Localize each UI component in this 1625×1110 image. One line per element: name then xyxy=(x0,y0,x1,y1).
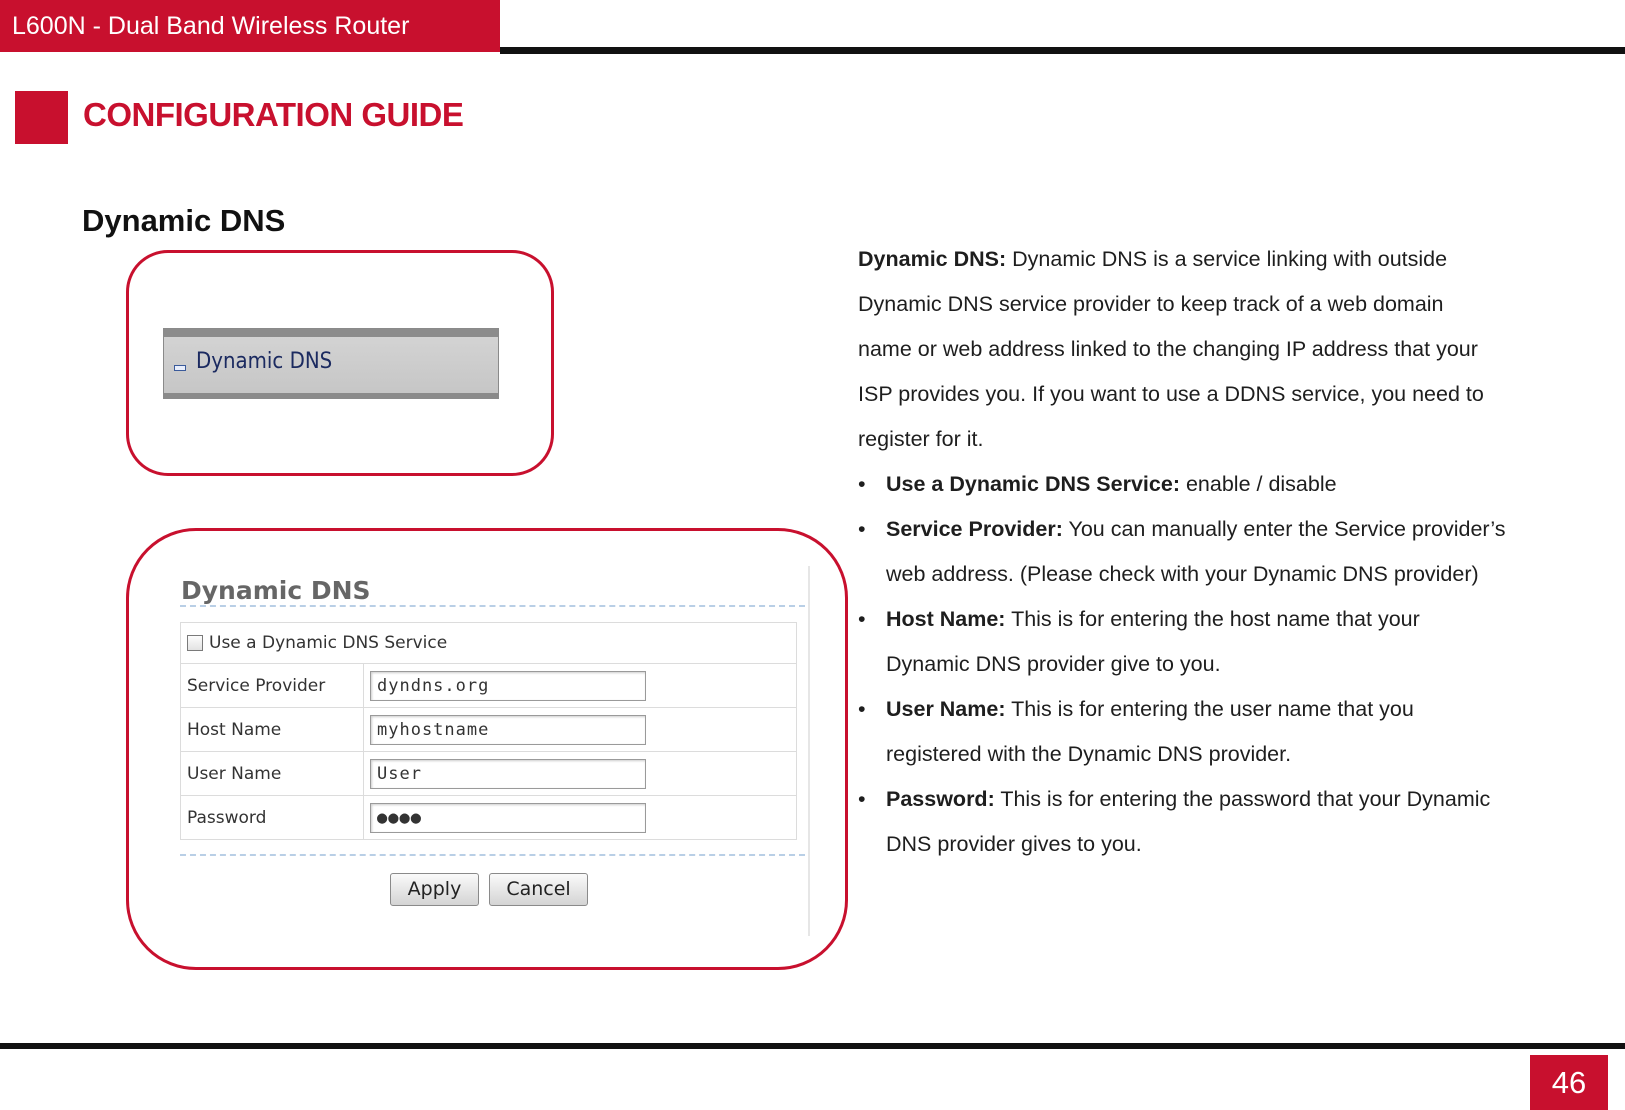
section-title: Dynamic DNS xyxy=(82,203,286,238)
cancel-button[interactable]: Cancel xyxy=(489,873,588,906)
menu-item-label: Dynamic DNS xyxy=(196,349,333,374)
guide-title: CONFIGURATION GUIDE xyxy=(83,96,464,133)
list-item xyxy=(858,597,1558,687)
bullet-icon: • xyxy=(858,472,866,496)
description-column xyxy=(858,237,1558,867)
intro-label: Dynamic DNS: xyxy=(858,247,1007,271)
bullet-icon: • xyxy=(858,697,866,721)
bullet-icon: • xyxy=(858,607,866,631)
item-text: This is for entering the password that your Dynamic xyxy=(1000,787,1491,811)
document-header-title: L600N - Dual Band Wireless Router xyxy=(0,0,500,52)
list-item xyxy=(858,462,1558,507)
item-label: Host Name: xyxy=(886,607,1006,631)
user-name-label: User Name xyxy=(181,752,364,796)
use-ddns-checkbox-row[interactable] xyxy=(187,633,790,653)
host-name-label: Host Name xyxy=(181,708,364,752)
form-row-host-name xyxy=(181,708,797,752)
bullet-icon: • xyxy=(858,787,866,811)
use-ddns-checkbox[interactable] xyxy=(187,635,203,651)
guide-marker-square xyxy=(15,91,68,144)
page-number: 46 xyxy=(1530,1055,1608,1110)
form-title: Dynamic DNS xyxy=(181,576,371,605)
item-text: web address. (Please check with your Dynamic DNS provider) xyxy=(886,562,1479,586)
item-label: Use a Dynamic DNS Service: xyxy=(886,472,1180,496)
form-row-service-provider xyxy=(181,664,797,708)
apply-button[interactable]: Apply xyxy=(390,873,479,906)
intro-line: Dynamic DNS service provider to keep track of a web domain xyxy=(858,292,1444,316)
item-label: Service Provider: xyxy=(886,517,1063,541)
item-text: You can manually enter the Service provider’s xyxy=(1068,517,1506,541)
form-row-password xyxy=(181,796,797,840)
bullet-icon: • xyxy=(858,517,866,541)
item-text: registered with the Dynamic DNS provider. xyxy=(886,742,1292,766)
item-text: enable / disable xyxy=(1185,472,1337,496)
use-ddns-checkbox-label: Use a Dynamic DNS Service xyxy=(209,633,448,653)
item-label: Password: xyxy=(886,787,995,811)
list-item xyxy=(858,777,1558,867)
list-item xyxy=(858,687,1558,777)
item-text: This is for entering the host name that your xyxy=(1011,607,1420,631)
user-name-input[interactable]: User xyxy=(370,759,646,789)
minus-icon xyxy=(174,365,186,371)
panel-scroll-edge xyxy=(808,566,810,936)
footer-divider xyxy=(0,1043,1625,1049)
form-row-user-name xyxy=(181,752,797,796)
menu-item-dynamic-dns[interactable] xyxy=(163,328,499,399)
item-text: DNS provider gives to you. xyxy=(886,832,1142,856)
service-provider-input[interactable]: dyndns.org xyxy=(370,671,646,701)
dynamic-dns-form-table xyxy=(180,622,797,840)
password-label: Password xyxy=(181,796,364,840)
form-divider-top xyxy=(180,605,805,607)
intro-line: name or web address linked to the changing IP address that your xyxy=(858,337,1478,361)
header-divider xyxy=(500,47,1625,54)
service-provider-label: Service Provider xyxy=(181,664,364,708)
item-label: User Name: xyxy=(886,697,1006,721)
intro-line: register for it. xyxy=(858,427,984,451)
dynamic-dns-form-panel xyxy=(178,566,810,936)
list-item xyxy=(858,507,1558,597)
item-text: Dynamic DNS provider give to you. xyxy=(886,652,1221,676)
intro-line: Dynamic DNS is a service linking with outside xyxy=(1012,247,1448,271)
form-divider-bottom xyxy=(180,854,805,856)
item-text: This is for entering the user name that you xyxy=(1011,697,1414,721)
host-name-input[interactable]: myhostname xyxy=(370,715,646,745)
field-description-list xyxy=(858,462,1558,867)
intro-line: ISP provides you. If you want to use a DDNS service, you need to xyxy=(858,382,1484,406)
intro-paragraph xyxy=(858,237,1558,462)
password-input[interactable]: ●●●● xyxy=(370,803,646,833)
